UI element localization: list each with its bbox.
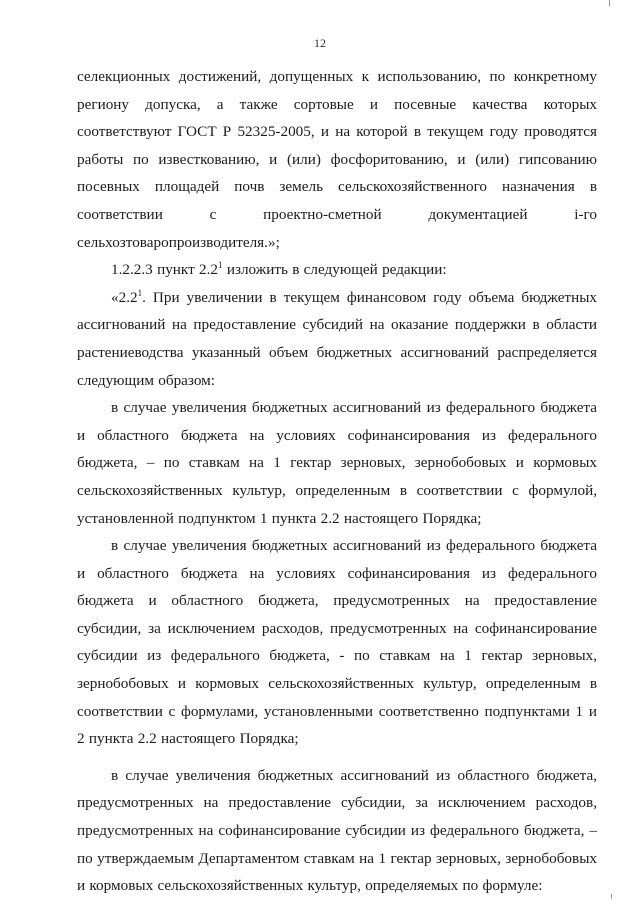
clause-text: . При увеличении в текущем финансовом году объема бюджетных ассигнований на предоставление субсидий на оказание поддержки в области растениеводства указанный объем бюджетных ассигнований распределяется следующим образом: <box>77 288 597 389</box>
superscript-index: 1 <box>137 287 143 298</box>
scan-mark-bottom <box>611 894 612 899</box>
scan-mark-top <box>609 0 610 6</box>
paragraph-continuation: селекционных достижений, допущенных к использованию, по конкретному региону допуска, а также сортовые и посевные качества которых соответствуют ГОСТ Р 52325-2005, и на которой в текущем году проводятся работы по известкованию, и (или) фосфоритованию, и (или) гипсованию посевных площадей почв земель сельскохозяйственного назначения в соответствии с проектно-сметной документацией i-го сельхозтоваропроизводителя.»; <box>77 68 597 251</box>
page-number: 12 <box>314 36 326 50</box>
paragraph-case-federal-regional: в случае увеличения бюджетных ассигнований из федерального бюджета и областного бюджета на условиях софинансирования из федерального бюджета и областного бюджета, предусмотренных на предоставление субсидии, за исключением расходов, предусмотренных на софинансирование субсидии из федерального бюджета, - по ставкам на 1 гектар зерновых, зернобобовых и кормовых сельскохозяйственных культур, определенным в соответствии с формулами, установленными соответственно подпунктами 1 и 2 пункта 2.2 настоящего Порядка; <box>77 537 597 748</box>
superscript-index: 1 <box>218 260 223 271</box>
paragraph-case-regional: в случае увеличения бюджетных ассигнований из областного бюджета, предусмотренных на предоставление субсидии, за исключением расходов, предусмотренных на софинансирование субсидии из федерального бюджета, – по утверждаемым Департаментом ставкам на 1 гектар зерновых, зернобобовых и кормовых сельскохозяйственных культур, определяемых по формуле: <box>77 766 597 895</box>
amendment-item-text: 1.2.2.3 пункт 2.2 <box>111 261 219 279</box>
document-body <box>77 63 597 900</box>
paragraph-amendment-item <box>77 256 597 284</box>
paragraph-clause-2-2-1 <box>77 284 597 394</box>
paragraph-case-federal: в случае увеличения бюджетных ассигнований из федерального бюджета и областного бюджета на условиях софинансирования из федерального бюджета, – по ставкам на 1 гектар зерновых, зернобобовых и кормовых сельскохозяйственных культур, определенным в соответствии с формулой, установленной подпунктом 1 пункта 2.2 настоящего Порядка; <box>77 399 597 527</box>
amendment-item-tail: изложить в следующей редакции: <box>222 261 447 279</box>
clause-number: «2.2 <box>111 288 138 306</box>
